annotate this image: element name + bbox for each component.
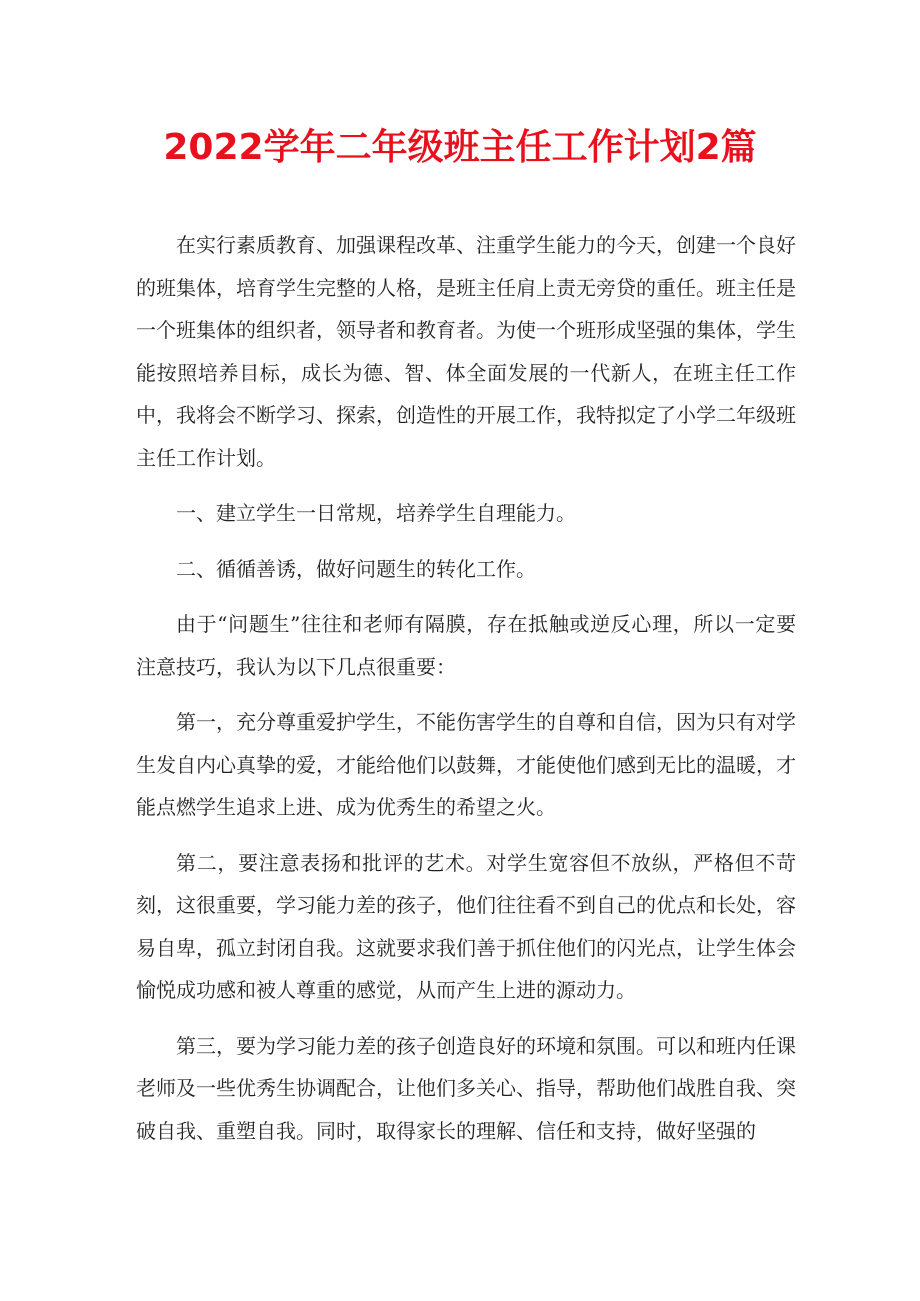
paragraph-heading-2: 二、循循善诱，做好问题生的转化工作。 [176,556,536,581]
paragraph-problem-students: 由于“问题生”往往和老师有隔膜，存在抵触或逆反心理，所以一定要注意技巧，我认为以下几点很重要： [136,612,796,679]
document-body [136,224,796,1152]
document-title: 2022学年二年级班主任工作计划2篇 [163,127,757,168]
paragraph-point-2: 第二，要注意表扬和批评的艺术。对学生宽容但不放纵，严格但不苛刻，这很重要，学习能力差的孩子，他们往往看不到自己的优点和长处，容易自卑，孤立封闭自我。这就要求我们善于抓住他们的闪光点，让学生体会愉悦成功感和被人尊重的感觉，从而产生上进的源动力。 [136,850,796,1002]
paragraph-intro: 在实行素质教育、加强课程改革、注重学生能力的今天，创建一个良好的班集体，培育学生完整的人格，是班主任肩上责无旁贷的重任。班主任是一个班集体的组织者，领导者和教育者。为使一个班形成坚强的集体，学生能按照培养目标，成长为德、智、体全面发展的一代新人，在班主任工作中，我将会不断学习、探索，创造性的开展工作，我特拟定了小学二年级班主任工作计划。 [136,233,796,470]
paragraph-heading-1: 一、建立学生一日常规，培养学生自理能力。 [176,501,576,525]
paragraph-point-3: 第三，要为学习能力差的孩子创造良好的环境和氛围。可以和班内任课老师及一些优秀生协调配合，让他们多关心、指导，帮助他们战胜自我、突破自我、重塑自我。同时，取得家长的理解、信任和支持，做好坚强的 [136,1033,796,1143]
paragraph-point-1: 第一，充分尊重爱护学生，不能伤害学生的自尊和自信，因为只有对学生发自内心真挚的爱，才能给他们以鼓舞，才能使他们感到无比的温暖，才能点燃学生追求上进、成为优秀生的希望之火。 [136,710,796,819]
